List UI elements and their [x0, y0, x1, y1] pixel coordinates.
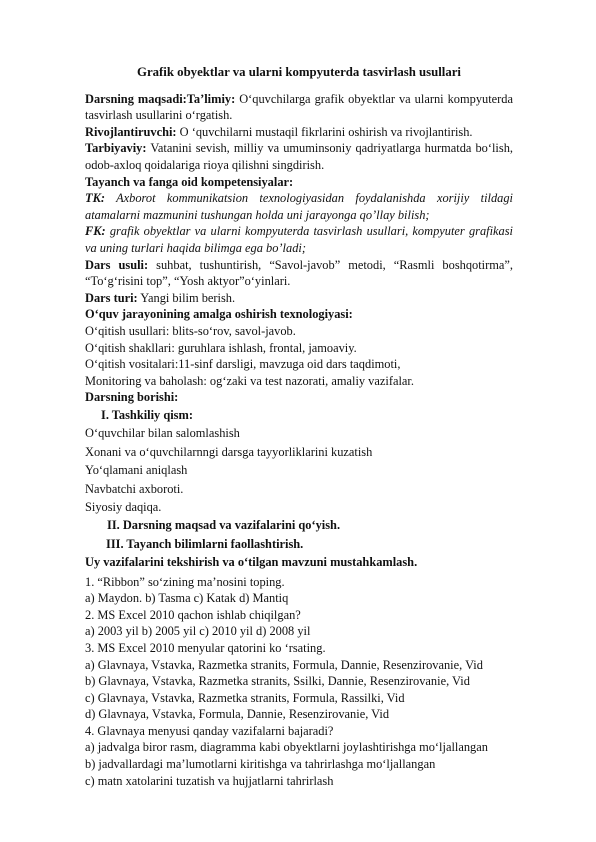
goal-text: O‘quvchilarga grafik obyektlar va ularni kompyuterda tasvirlash usullarini o‘rgatish. [85, 91, 513, 123]
document-title: Grafik obyektlar va ularni kompyuterda tasvirlash usullari [137, 65, 461, 79]
quiz-line: a) jadvalga biror rasm, diagramma kabi obyektlarni joylashtirishga mo‘ljallangan [85, 740, 488, 755]
quiz-line: 2. MS Excel 2010 qachon ishlab chiqilgan? [85, 607, 301, 622]
lesson-plan-page [85, 64, 513, 789]
method-label: Dars usuli: [85, 257, 149, 272]
method-text: suhbat, tushuntirish, “Savol-javob” metodi, “Rasmli boshqotirma”, “To‘g‘risini top”, “Yosh aktyor”o‘yinlari. [85, 257, 513, 289]
section-goals: II. Darsning maqsad va vazifalarini qo‘yish. [107, 518, 341, 533]
quiz-line: a) Glavnaya, Vstavka, Razmetka stranits, Formula, Dannie, Resenzirovanie, Vid [85, 657, 483, 672]
developing-label: Rivojlantiruvchi: [85, 124, 177, 139]
quiz-line: c) Glavnaya, Vstavka, Razmetka stranits, Formula, Rassilki, Vid [85, 690, 405, 705]
goal-label: Darsning maqsadi:Ta’limiy: [85, 91, 236, 106]
type-paragraph [85, 290, 513, 307]
org-line: Xonani va o‘quvchilarnngi darsga tayyorliklarini kuzatish [85, 444, 373, 459]
quiz-line: a) 2003 yil b) 2005 yil c) 2010 yil d) 2008 yil [85, 624, 311, 639]
plan-heading: Darsning borishi: [85, 390, 179, 405]
technology-heading: O‘quv jarayonining amalga oshirish texnologiyasi: [85, 307, 353, 322]
org-line: Siyosiy daqiqa. [85, 499, 162, 514]
technology-line: Monitoring va baholash: og‘zaki va test nazorati, amaliy vazifalar. [85, 373, 414, 388]
type-text: Yangi bilim berish. [137, 290, 236, 305]
quiz-line: b) Glavnaya, Vstavka, Razmetka stranits, Ssilki, Dannie, Resenzirovanie, Vid [85, 674, 470, 689]
upbringing-label: Tarbiyaviy: [85, 141, 147, 156]
developing-text: O ‘quvchilarni mustaqil fikrlarini oshirish va rivojlantirish. [176, 124, 473, 139]
org-line: O‘quvchilar bilan salomlashish [85, 426, 240, 441]
homework-check-heading: Uy vazifalarini tekshirish va o‘tilgan mavzuni mustahkamlash. [85, 555, 418, 570]
quiz-line: 3. MS Excel 2010 menyular qatorini ko ‘rsating. [85, 640, 326, 655]
upbringing-text: Vatanini sevish, milliy va umuminsoniy qadriyatlarga hurmatda bo‘lish, odob-axloq qoidalariga rioya qilishni singdirish. [85, 141, 513, 172]
technology-line: O‘qitish usullari: blits-so‘rov, savol-javob. [85, 323, 296, 338]
developing-paragraph [85, 124, 513, 141]
upbringing-paragraph [85, 140, 513, 173]
tk-text: Axborot kommunikatsion texnologiyasidan foydalanishda xorijiy tildagi atamalarni mazmunini tushungan holda uni jarayonga qo’llay bilish; [85, 191, 513, 222]
quiz-line: d) Glavnaya, Vstavka, Formula, Dannie, Resenzirovanie, Vid [85, 707, 390, 722]
org-line: Yo‘qlamani aniqlash [85, 463, 188, 478]
type-label: Dars turi: [85, 290, 138, 305]
technology-line: O‘qitish vositalari:11-sinf darsligi, mavzuga oid dars taqdimoti, [85, 357, 401, 372]
method-paragraph [85, 257, 513, 290]
quiz-line: b) jadvallardagi ma’lumotlarni kiritishga va tahrirlashga mo‘ljallangan [85, 757, 436, 772]
lesson-flow [85, 406, 513, 572]
quiz-line: a) Maydon. b) Tasma c) Katak d) Mantiq [85, 591, 289, 606]
tk-paragraph [85, 190, 513, 223]
competencies-heading: Tayanch va fanga oid kompetensiyalar: [85, 174, 294, 189]
org-line: Navbatchi axboroti. [85, 481, 184, 496]
technology-line: O‘qitish shakllari: guruhlara ishlash, frontal, jamoaviy. [85, 340, 357, 355]
tk-label: TK: [85, 191, 105, 206]
fk-paragraph [85, 223, 513, 256]
quiz-line: c) matn xatolarini tuzatish va hujjatlarni tahrirlash [85, 773, 334, 788]
section-organizational: I. Tashkiliy qism: [101, 407, 193, 422]
section-activation: III. Tayanch bilimlarni faollashtirish. [106, 536, 304, 551]
quiz-line: 4. Glavnaya menyusi qanday vazifalarni bajaradi? [85, 723, 334, 738]
quiz-line: 1. “Ribbon” so‘zining ma’nosini toping. [85, 574, 285, 589]
fk-label: FK: [85, 224, 106, 239]
fk-text: grafik obyektlar va ularni kompyuterda tasvirlash usullari, kompyuter grafikasi va uning turlari haqida bilimga ega bo’ladi; [85, 224, 513, 255]
quiz-list [85, 574, 513, 790]
goal-paragraph [85, 91, 513, 124]
